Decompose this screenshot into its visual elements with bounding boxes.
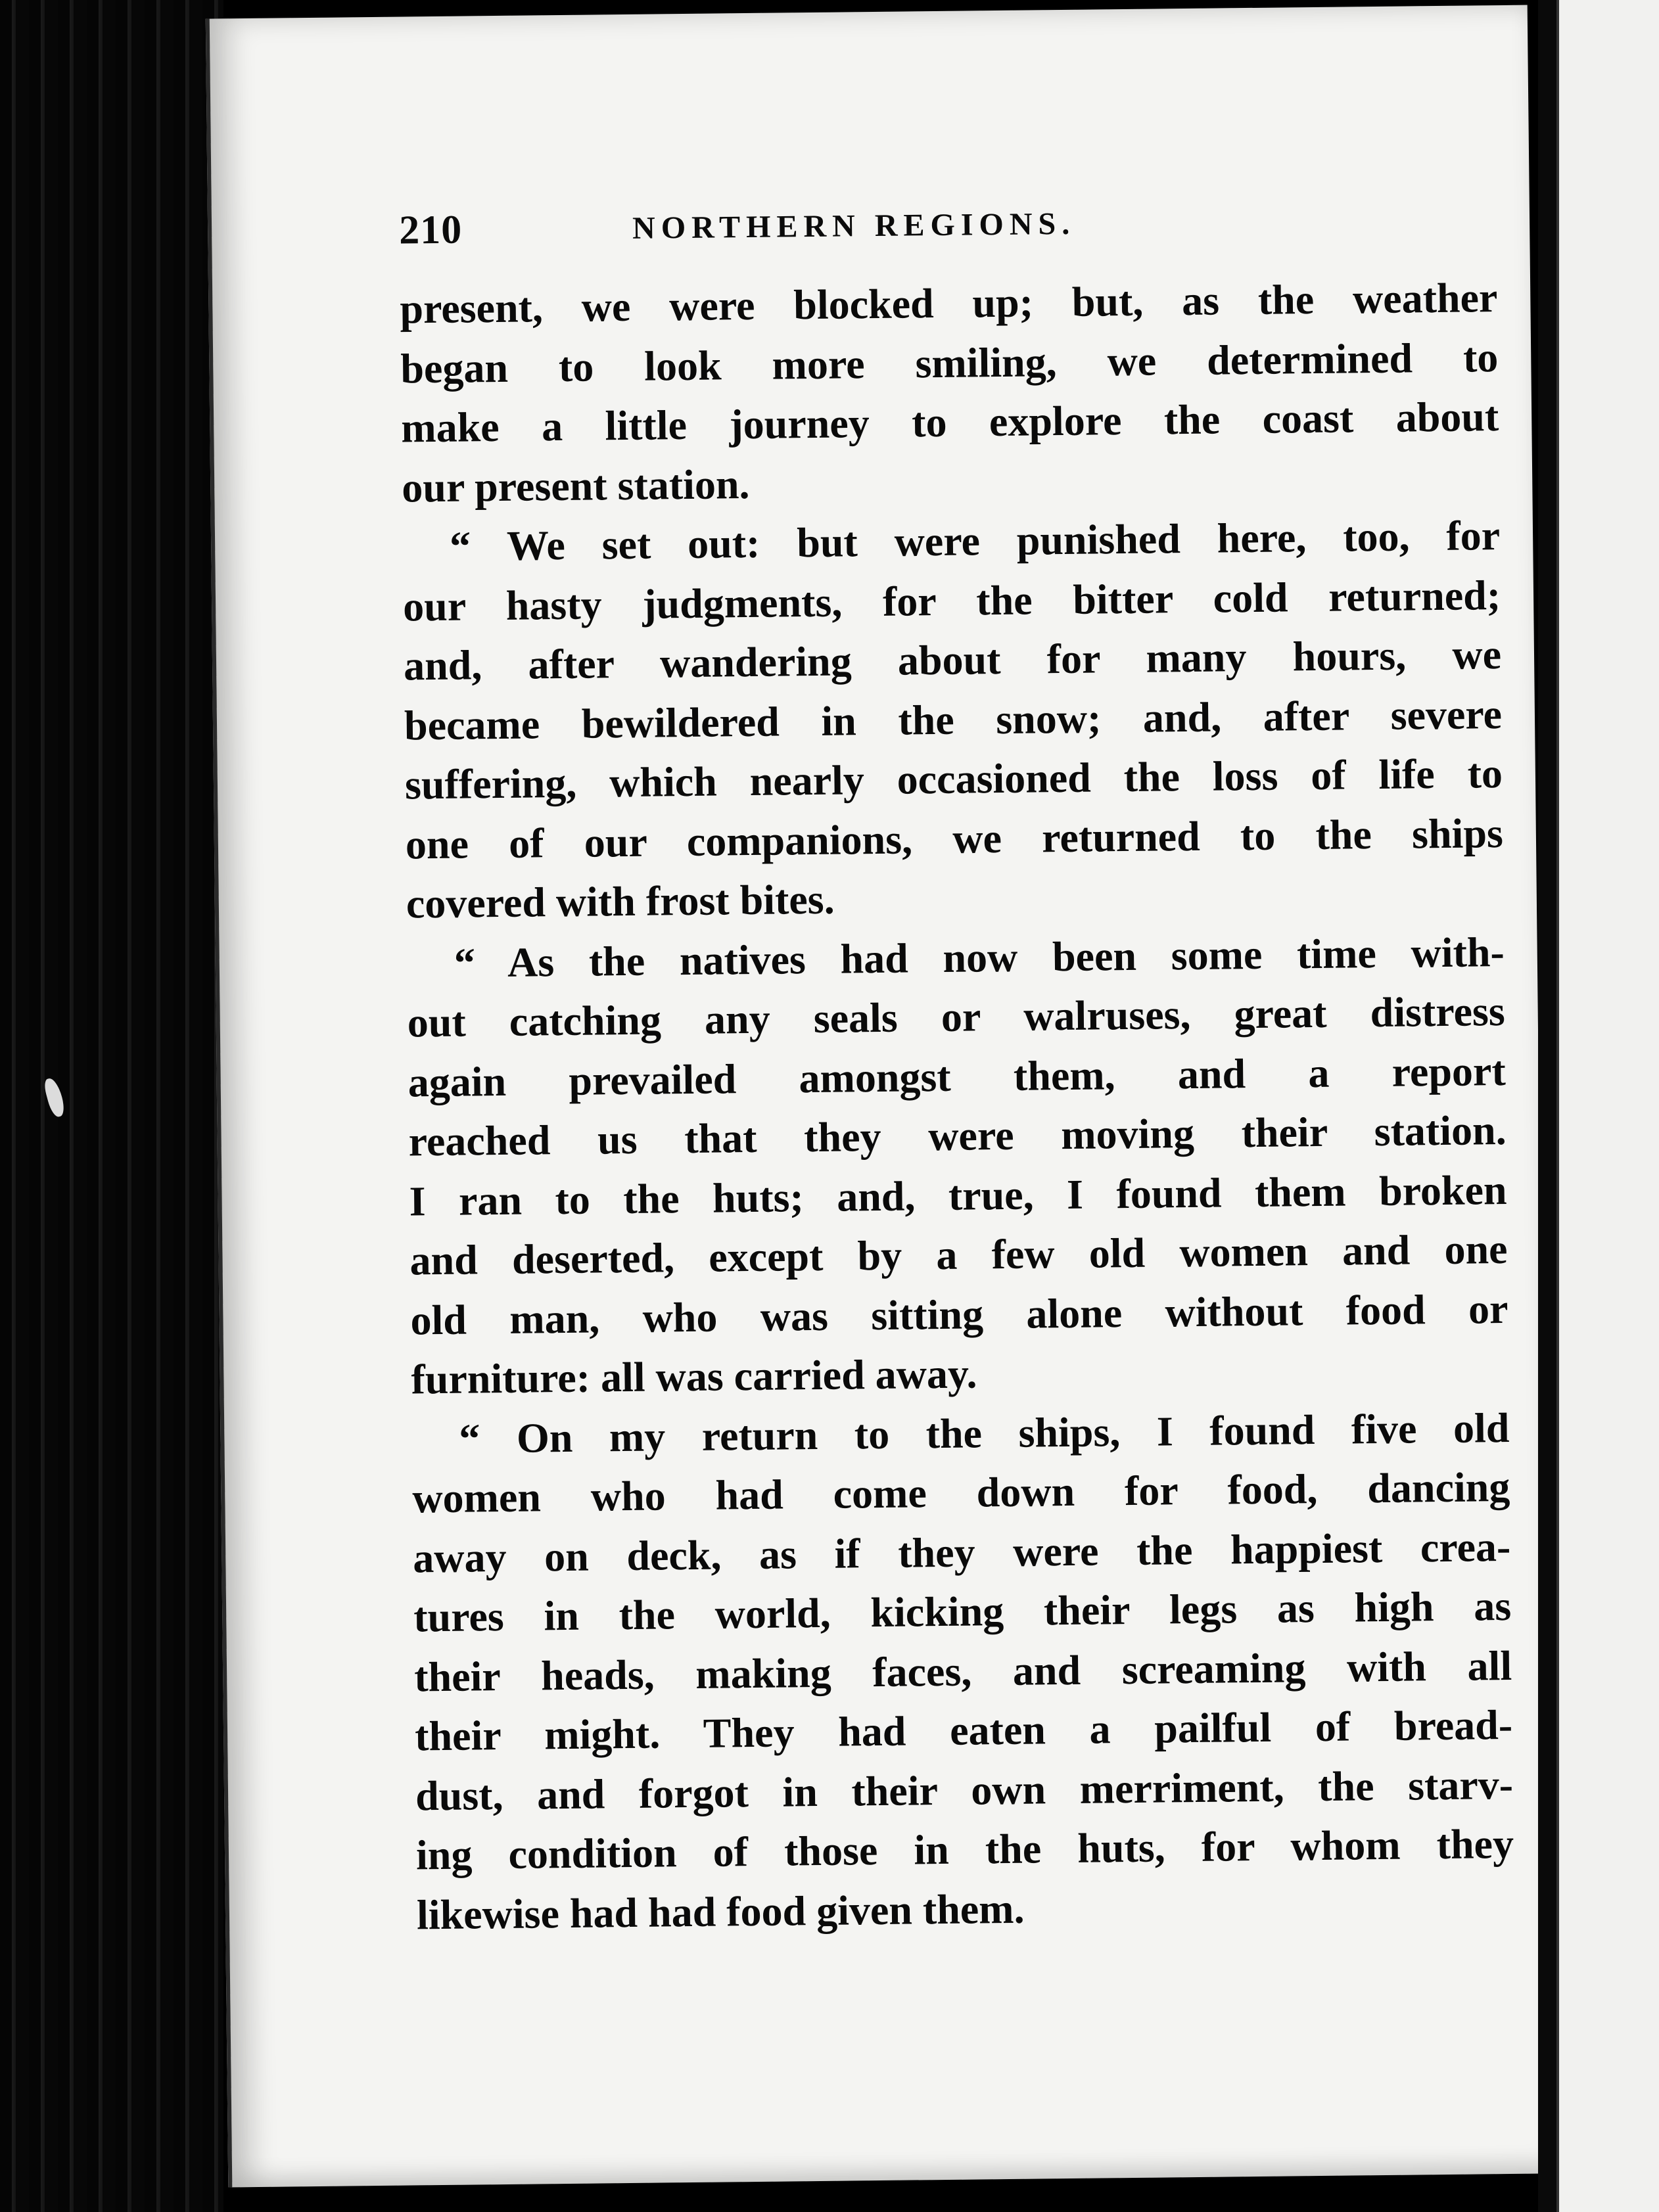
text-line: began to look more smiling, we determined to	[400, 333, 1499, 392]
text-line: out catching any seals or walruses, great distress	[407, 988, 1506, 1046]
body-text	[400, 268, 1514, 1945]
text-line: and, after wandering about for many hours, we	[403, 631, 1502, 689]
text-line: “ As the natives had now been some time with-	[454, 928, 1505, 986]
text-line: away on deck, as if they were the happiest crea-	[412, 1523, 1511, 1581]
text-line: became bewildered in the snow; and, after severe	[404, 690, 1503, 749]
page-number: 210	[398, 207, 463, 253]
text-line: women who had come down for food, dancing	[411, 1463, 1510, 1522]
gutter-shadow	[1538, 0, 1556, 2212]
text-line: present, we were blocked up; but, as the weather	[400, 274, 1498, 333]
text-line: suffering, which nearly occasioned the loss of life to	[404, 750, 1503, 808]
text-line: their heads, making faces, and screaming with all	[413, 1642, 1512, 1700]
text-line: “ We set out: but were punished here, too, for	[449, 512, 1501, 570]
text-line: likewise had had food given them.	[416, 1885, 1025, 1938]
text-line: make a little journey to explore the coast about	[400, 393, 1499, 451]
text-line: “ On my return to the ships, I found five old	[459, 1404, 1510, 1462]
text-line: again prevailed amongst them, and a report	[408, 1047, 1507, 1105]
text-line: I ran to the huts; and, true, I found them broken	[409, 1166, 1507, 1224]
text-line: our hasty judgments, for the bitter cold returned;	[402, 571, 1501, 630]
text-line: furniture: all was carried away.	[411, 1350, 977, 1403]
text-line: dust, and forgot in their own merriment, the starv-	[415, 1761, 1514, 1819]
book-page	[206, 5, 1550, 2188]
text-line: covered with frost bites.	[406, 875, 835, 927]
text-line: old man, who was sitting alone without food or	[410, 1285, 1508, 1343]
text-line: reached us that they were moving their station.	[408, 1106, 1507, 1165]
text-line: ing condition of those in the huts, for whom they	[415, 1820, 1514, 1879]
adjacent-page-edge	[1556, 0, 1659, 2212]
page-title: NORTHERN REGIONS.	[632, 206, 1076, 246]
book-spine-edge	[0, 0, 223, 2212]
text-line: our present station.	[401, 460, 750, 511]
running-head	[399, 196, 1517, 280]
text-line: tures in the world, kicking their legs as high as	[413, 1582, 1512, 1641]
text-line: and deserted, except by a few old women and one	[409, 1225, 1508, 1284]
text-line: their might. They had eaten a pailful of bread-	[414, 1701, 1513, 1760]
text-line: one of our companions, we returned to the ships	[405, 809, 1504, 868]
